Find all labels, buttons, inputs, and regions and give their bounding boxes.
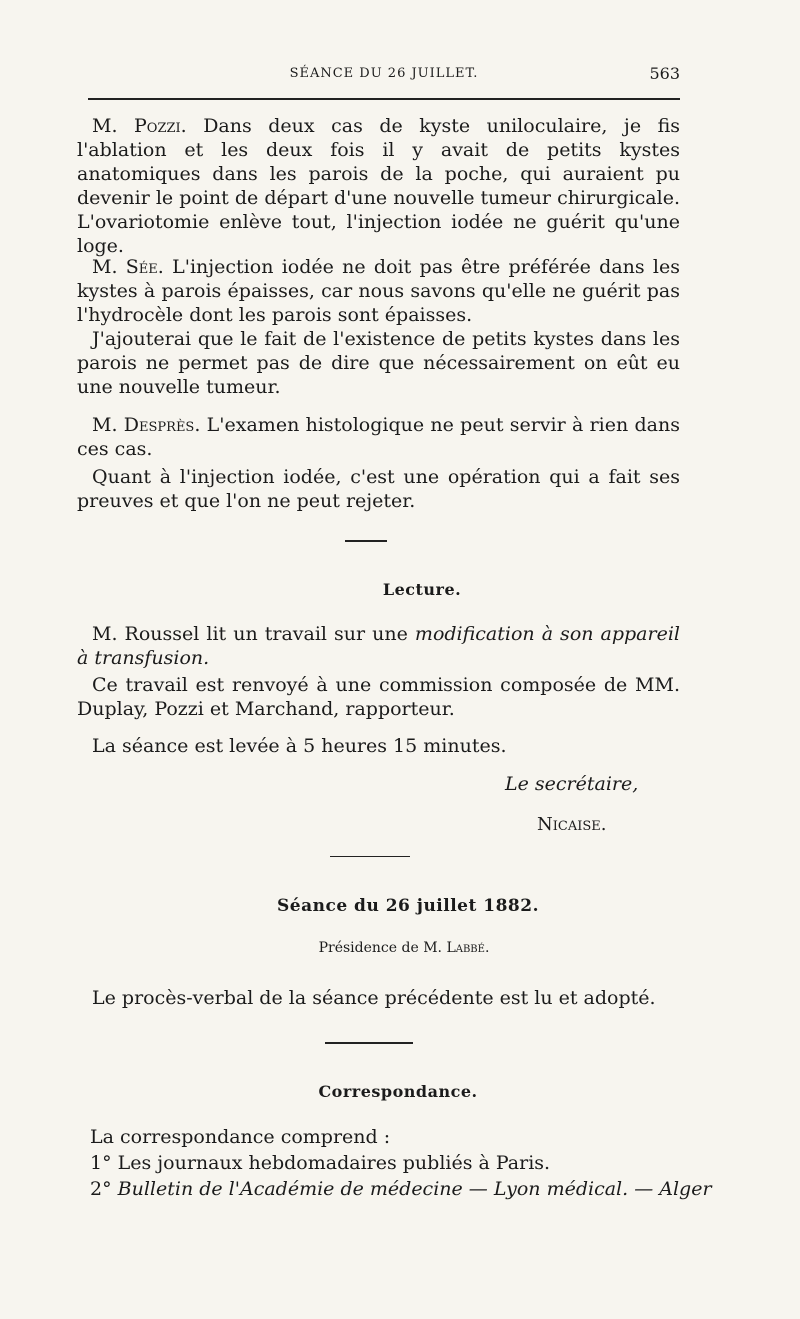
president-name: Labbé. — [446, 940, 490, 956]
page-header — [88, 62, 680, 88]
paragraph-text: M. Roussel lit un travail sur une — [92, 623, 415, 645]
session-heading: Séance du 26 juillet 1882. — [277, 896, 539, 916]
list-item: 1° Les journaux hebdomadaires publiés à Paris. — [90, 1152, 551, 1174]
speaker-name: M. Pozzi. — [92, 115, 187, 137]
correspondance-list — [90, 1124, 712, 1202]
section-heading-correspondance: Correspondance. — [318, 1082, 478, 1101]
signature-name: Nicaise. — [537, 814, 607, 835]
paragraph-despres — [77, 413, 680, 461]
paragraph-see-continued: J'ajouterai que le fait de l'existence de petits kystes dans les parois ne permet pas de dire que nécessairement on eût eu une nouvelle tumeur. — [77, 328, 680, 398]
paragraph-minutes: Le procès-verbal de la séance précédente est lu et adopté. — [92, 987, 656, 1009]
speaker-name: M. Sée. — [92, 256, 164, 278]
page-number: 563 — [649, 64, 680, 83]
section-heading-lecture: Lecture. — [382, 580, 462, 599]
paragraph-adjournment: La séance est levée à 5 heures 15 minutes. — [92, 735, 507, 757]
paragraph-commission: Ce travail est renvoyé à une commission composée de MM. Duplay, Pozzi et Marchand, rapporteur. — [77, 674, 680, 720]
paragraph-see — [77, 255, 680, 327]
list-number: 2° — [90, 1178, 118, 1200]
work-title: modification à son appareil à transfusion. — [77, 623, 680, 669]
list-item — [90, 1176, 712, 1202]
section-divider — [325, 1042, 413, 1044]
paragraph-text: L'injection iodée ne doit pas être préférée dans les kystes à parois épaisses, car nous savons qu'elle ne guérit pas l'hydrocèle dont les parois sont épaisses. — [77, 256, 681, 326]
header-rule — [88, 98, 680, 100]
closing-title: Le secrétaire, — [505, 773, 639, 795]
speaker-name: M. Desprès. — [92, 414, 201, 436]
paragraph-text: L'examen histologique ne peut servir à rien dans ces cas. — [77, 414, 681, 460]
section-divider — [345, 540, 387, 542]
paragraph-text: Dans deux cas de kyste uniloculaire, je fis l'ablation et les deux fois il y avait de petits kystes anatomiques dans les parois de la poche, qui auraient pu devenir le point de départ d'une nouvelle tumeur chirurgicale. L'ovariotomie enlève tout, l'injection iodée ne guérit qu'une loge. — [77, 115, 680, 257]
list-intro: La correspondance comprend : — [90, 1126, 391, 1148]
paragraph-roussel — [77, 622, 680, 670]
presidency-line — [4, 940, 800, 956]
running-head: SÉANCE DU 26 JUILLET. — [289, 66, 479, 81]
paragraph-pozzi — [77, 114, 680, 258]
paragraph-despres-continued: Quant à l'injection iodée, c'est une opération qui a fait ses preuves et que l'on ne peut rejeter. — [77, 466, 680, 512]
section-divider — [330, 856, 410, 857]
list-text: Bulletin de l'Académie de médecine — Lyon médical. — Alger — [117, 1178, 712, 1200]
presidency-text: Présidence de M. — [318, 940, 447, 956]
